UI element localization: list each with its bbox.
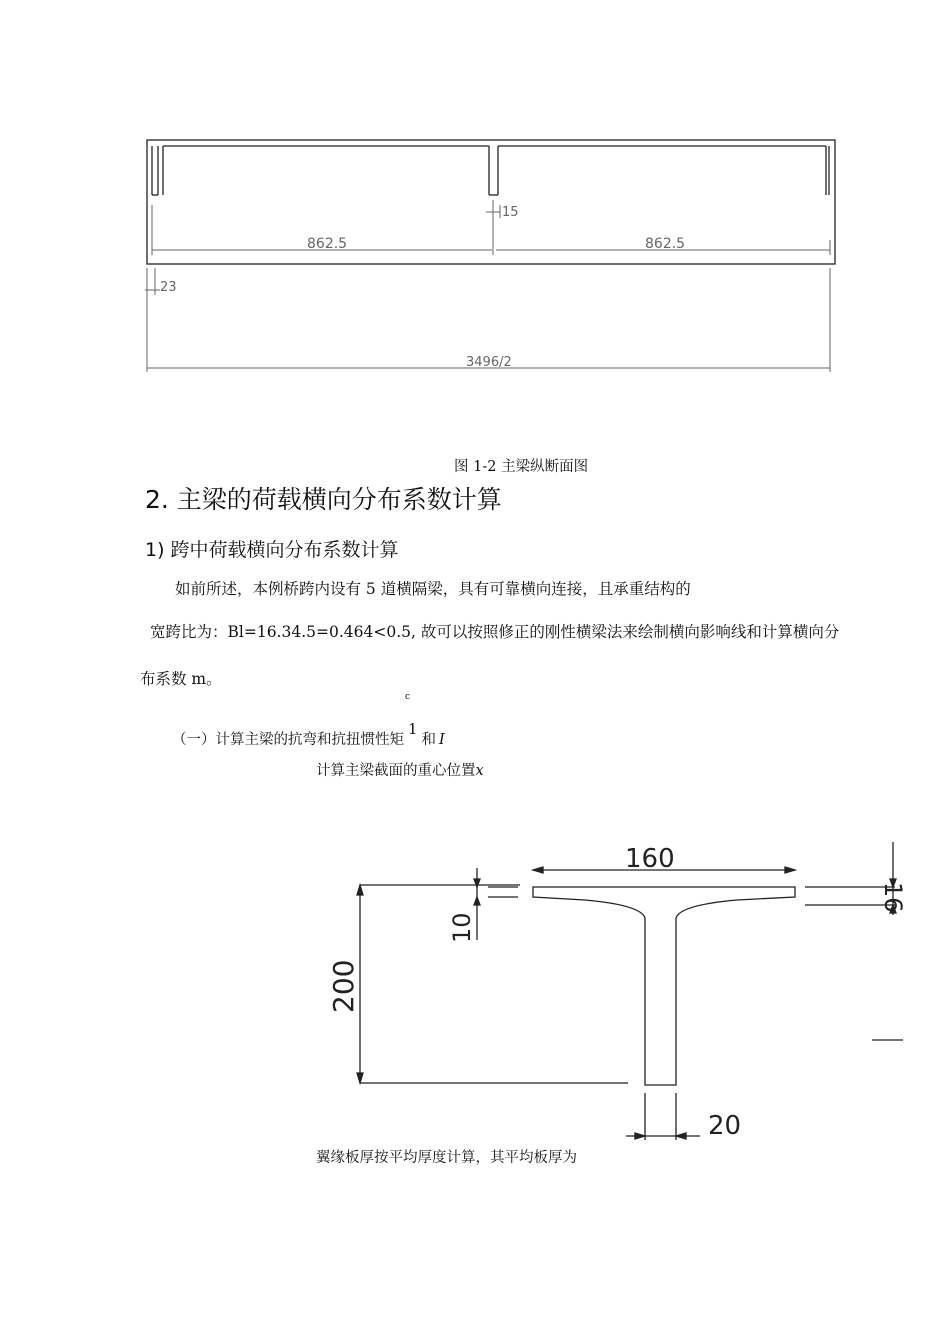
paragraph-line-3: 布系数 m。 (140, 670, 222, 688)
dim-flange-thickness: 10 (448, 912, 476, 943)
paragraph-line-1: 如前所述，本例桥跨内设有 5 道横隔梁，具有可靠横向连接，且承重结构的 (175, 580, 691, 598)
item-2-text: 计算主梁截面的重心位置 (316, 763, 476, 779)
dim-web-width: 20 (708, 1111, 742, 1141)
dim-rib-gap: 15 (502, 205, 519, 220)
item-1-symbol: I (439, 731, 445, 748)
after-figure-text: 翼缘板厚按平均厚度计算，其平均板厚为 (316, 1150, 577, 1166)
stray-mark: c (405, 692, 411, 702)
item-1-text: （一）计算主梁的抗弯和抗扭惯性矩 (172, 731, 404, 748)
section-heading: 2. 主梁的荷载横向分布系数计算 (145, 485, 502, 514)
dim-end-offset: 23 (160, 280, 177, 295)
item-1-and: 和 (421, 731, 437, 748)
dim-flange-edge: 16 (879, 882, 907, 913)
subsection-heading: 1) 跨中荷载横向分布系数计算 (145, 539, 399, 561)
paragraph-line-2: 宽跨比为：Bl=16.34.5=0.464<0.5, 故可以按照修正的刚性横梁法来绘制横向影响线和计算横向分 (150, 623, 840, 641)
dim-flange-width: 160 (625, 844, 675, 874)
figure-caption: 图 1-2 主梁纵断面图 (454, 459, 589, 475)
t-beam-outline (533, 887, 795, 1085)
dim-right-span: 862.5 (645, 236, 686, 252)
dim-total-length: 3496/2 (466, 355, 512, 370)
item-1-superscript: 1 (408, 720, 418, 738)
item-2-symbol: x (475, 763, 484, 779)
dim-height: 200 (327, 959, 360, 1013)
dim-left-span: 862.5 (307, 236, 348, 252)
